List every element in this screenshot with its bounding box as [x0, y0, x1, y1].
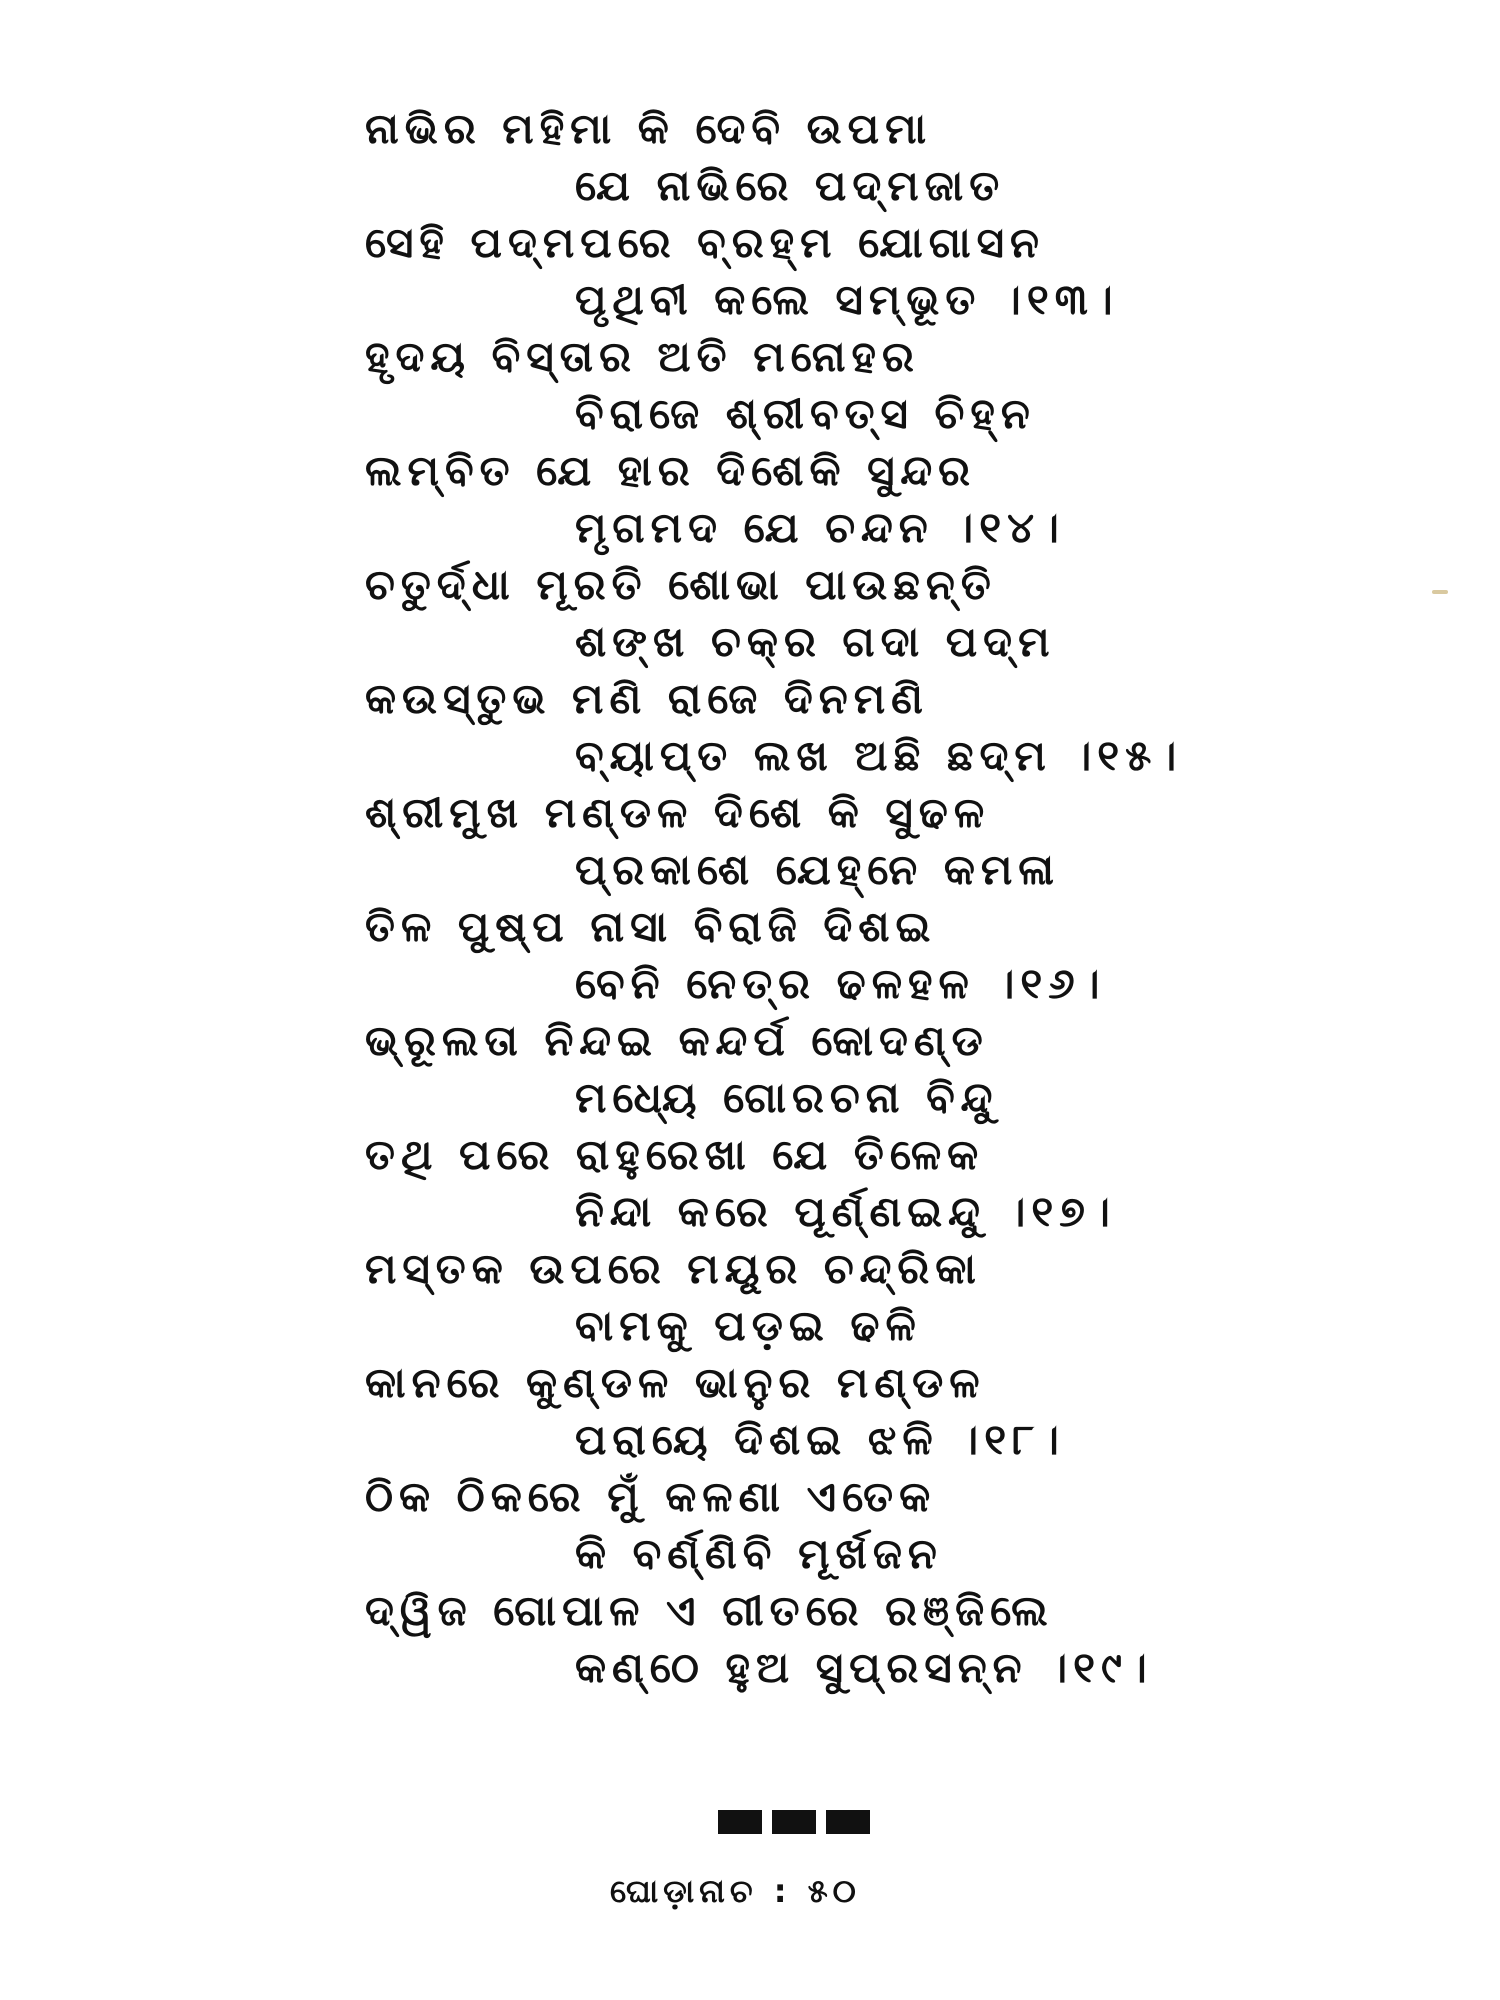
poem-line: ନିନ୍ଦା କରେ ପୂର୍ଣ୍ଣଇନ୍ଦୁ ।୧୭। — [575, 1187, 1116, 1236]
ornament-square-icon — [826, 1810, 870, 1834]
poem-line: ପରାୟେ ଦିଶଇ ଝଳି ।୧୮। — [575, 1415, 1065, 1464]
poem-line: ତଥି ପରେ ରାହୁରେଖା ଯେ ତିଳେକ — [365, 1130, 985, 1179]
ornament-square-icon — [718, 1810, 762, 1834]
poem-line: ଠିକ ଠିକରେ ମୁଁ କଳଣା ଏତେକ — [365, 1472, 937, 1521]
section-end-ornament — [718, 1810, 870, 1834]
poem-line: ମୃଗମଦ ଯେ ଚନ୍ଦନ ।୧୪। — [575, 503, 1065, 552]
poem-line: ବ୍ୟାପ୍ତ ଲଖ ଅଛି ଛଦ୍ମ ।୧୫। — [575, 731, 1183, 780]
paper-speck — [1432, 590, 1448, 594]
poem-line: ମଧ୍ୟେ ଗୋରଚନା ବିନ୍ଦୁ — [575, 1073, 999, 1122]
poem-line: ଭ୍ରୂଲତା ନିନ୍ଦଇ କନ୍ଦର୍ପ କୋଦଣ୍ଡ — [365, 1016, 989, 1065]
poem-line: କାନରେ କୁଣ୍ଡଳ ଭାନୁର ମଣ୍ଡଳ — [365, 1358, 986, 1407]
poem-line: ଚତୁର୍ଦ୍ଧା ମୂରତି ଶୋଭା ପାଉଛନ୍ତି — [365, 560, 997, 609]
poem-line: ଲମ୍ବିତ ଯେ ହାର ଦିଶେକି ସୁନ୍ଦର — [365, 446, 977, 495]
poem-line: କଣ୍ଠେ ହୁଅ ସୁପ୍ରସନ୍ନ ।୧୯। — [575, 1643, 1153, 1692]
poem-line: ଯେ ନାଭିରେ ପଦ୍ମଜାତ — [575, 161, 1006, 210]
poem-line: ହୃଦୟ ବିସ୍ତାର ଅତି ମନୋହର — [365, 332, 920, 381]
poem-line: ଶଙ୍ଖ ଚକ୍ର ଗଦା ପଦ୍ମ — [575, 617, 1056, 666]
poem-line: ମସ୍ତକ ଉପରେ ମୟୂର ଚନ୍ଦ୍ରିକା — [365, 1244, 982, 1293]
poem-line: ବାମକୁ ପଡ଼ଇ ଢଳି — [575, 1301, 922, 1350]
poem-line: ପ୍ରକାଶେ ଯେହ୍ନେ କମଳା — [575, 845, 1060, 894]
poem-line: ଶ୍ରୀମୁଖ ମଣ୍ଡଳ ଦିଶେ କି ସୁଢଳ — [365, 788, 991, 837]
poem-line: ନାଭିର ମହିମା କି ଦେବି ଉପମା — [365, 104, 933, 153]
page-footer: ଘୋଡ଼ାନାଚ : ୫୦ — [610, 1872, 861, 1910]
poem-line: ପୃଥିବୀ କଲେ ସମ୍ଭୂତ ।୧୩। — [575, 275, 1119, 324]
poem-line: ବେନି ନେତ୍ର ଢଳହଳ ।୧୬। — [575, 959, 1106, 1008]
poem-line: ଦ୍ୱିଜ ଗୋପାଳ ଏ ଗୀତରେ ରଞ୍ଜିଲେ — [365, 1586, 1054, 1635]
poem-line: ବିରାଜେ ଶ୍ରୀବତ୍ସ ଚିହ୍ନ — [575, 389, 1036, 438]
ornament-square-icon — [772, 1810, 816, 1834]
poem-line: କଉସ୍ତୁଭ ମଣି ରାଜେ ଦିନମଣି — [365, 674, 929, 723]
poem-body — [365, 100, 1265, 1696]
poem-line: ସେହି ପଦ୍ମପରେ ବ୍ରହ୍ମ ଯୋଗାସନ — [365, 218, 1045, 267]
poem-line: ତିଳ ପୁଷ୍ପ ନାସା ବିରାଜି ଦିଶଇ — [365, 902, 937, 951]
poem-line: କି ବର୍ଣ୍ଣିବି ମୂର୍ଖଜନ — [575, 1529, 943, 1578]
